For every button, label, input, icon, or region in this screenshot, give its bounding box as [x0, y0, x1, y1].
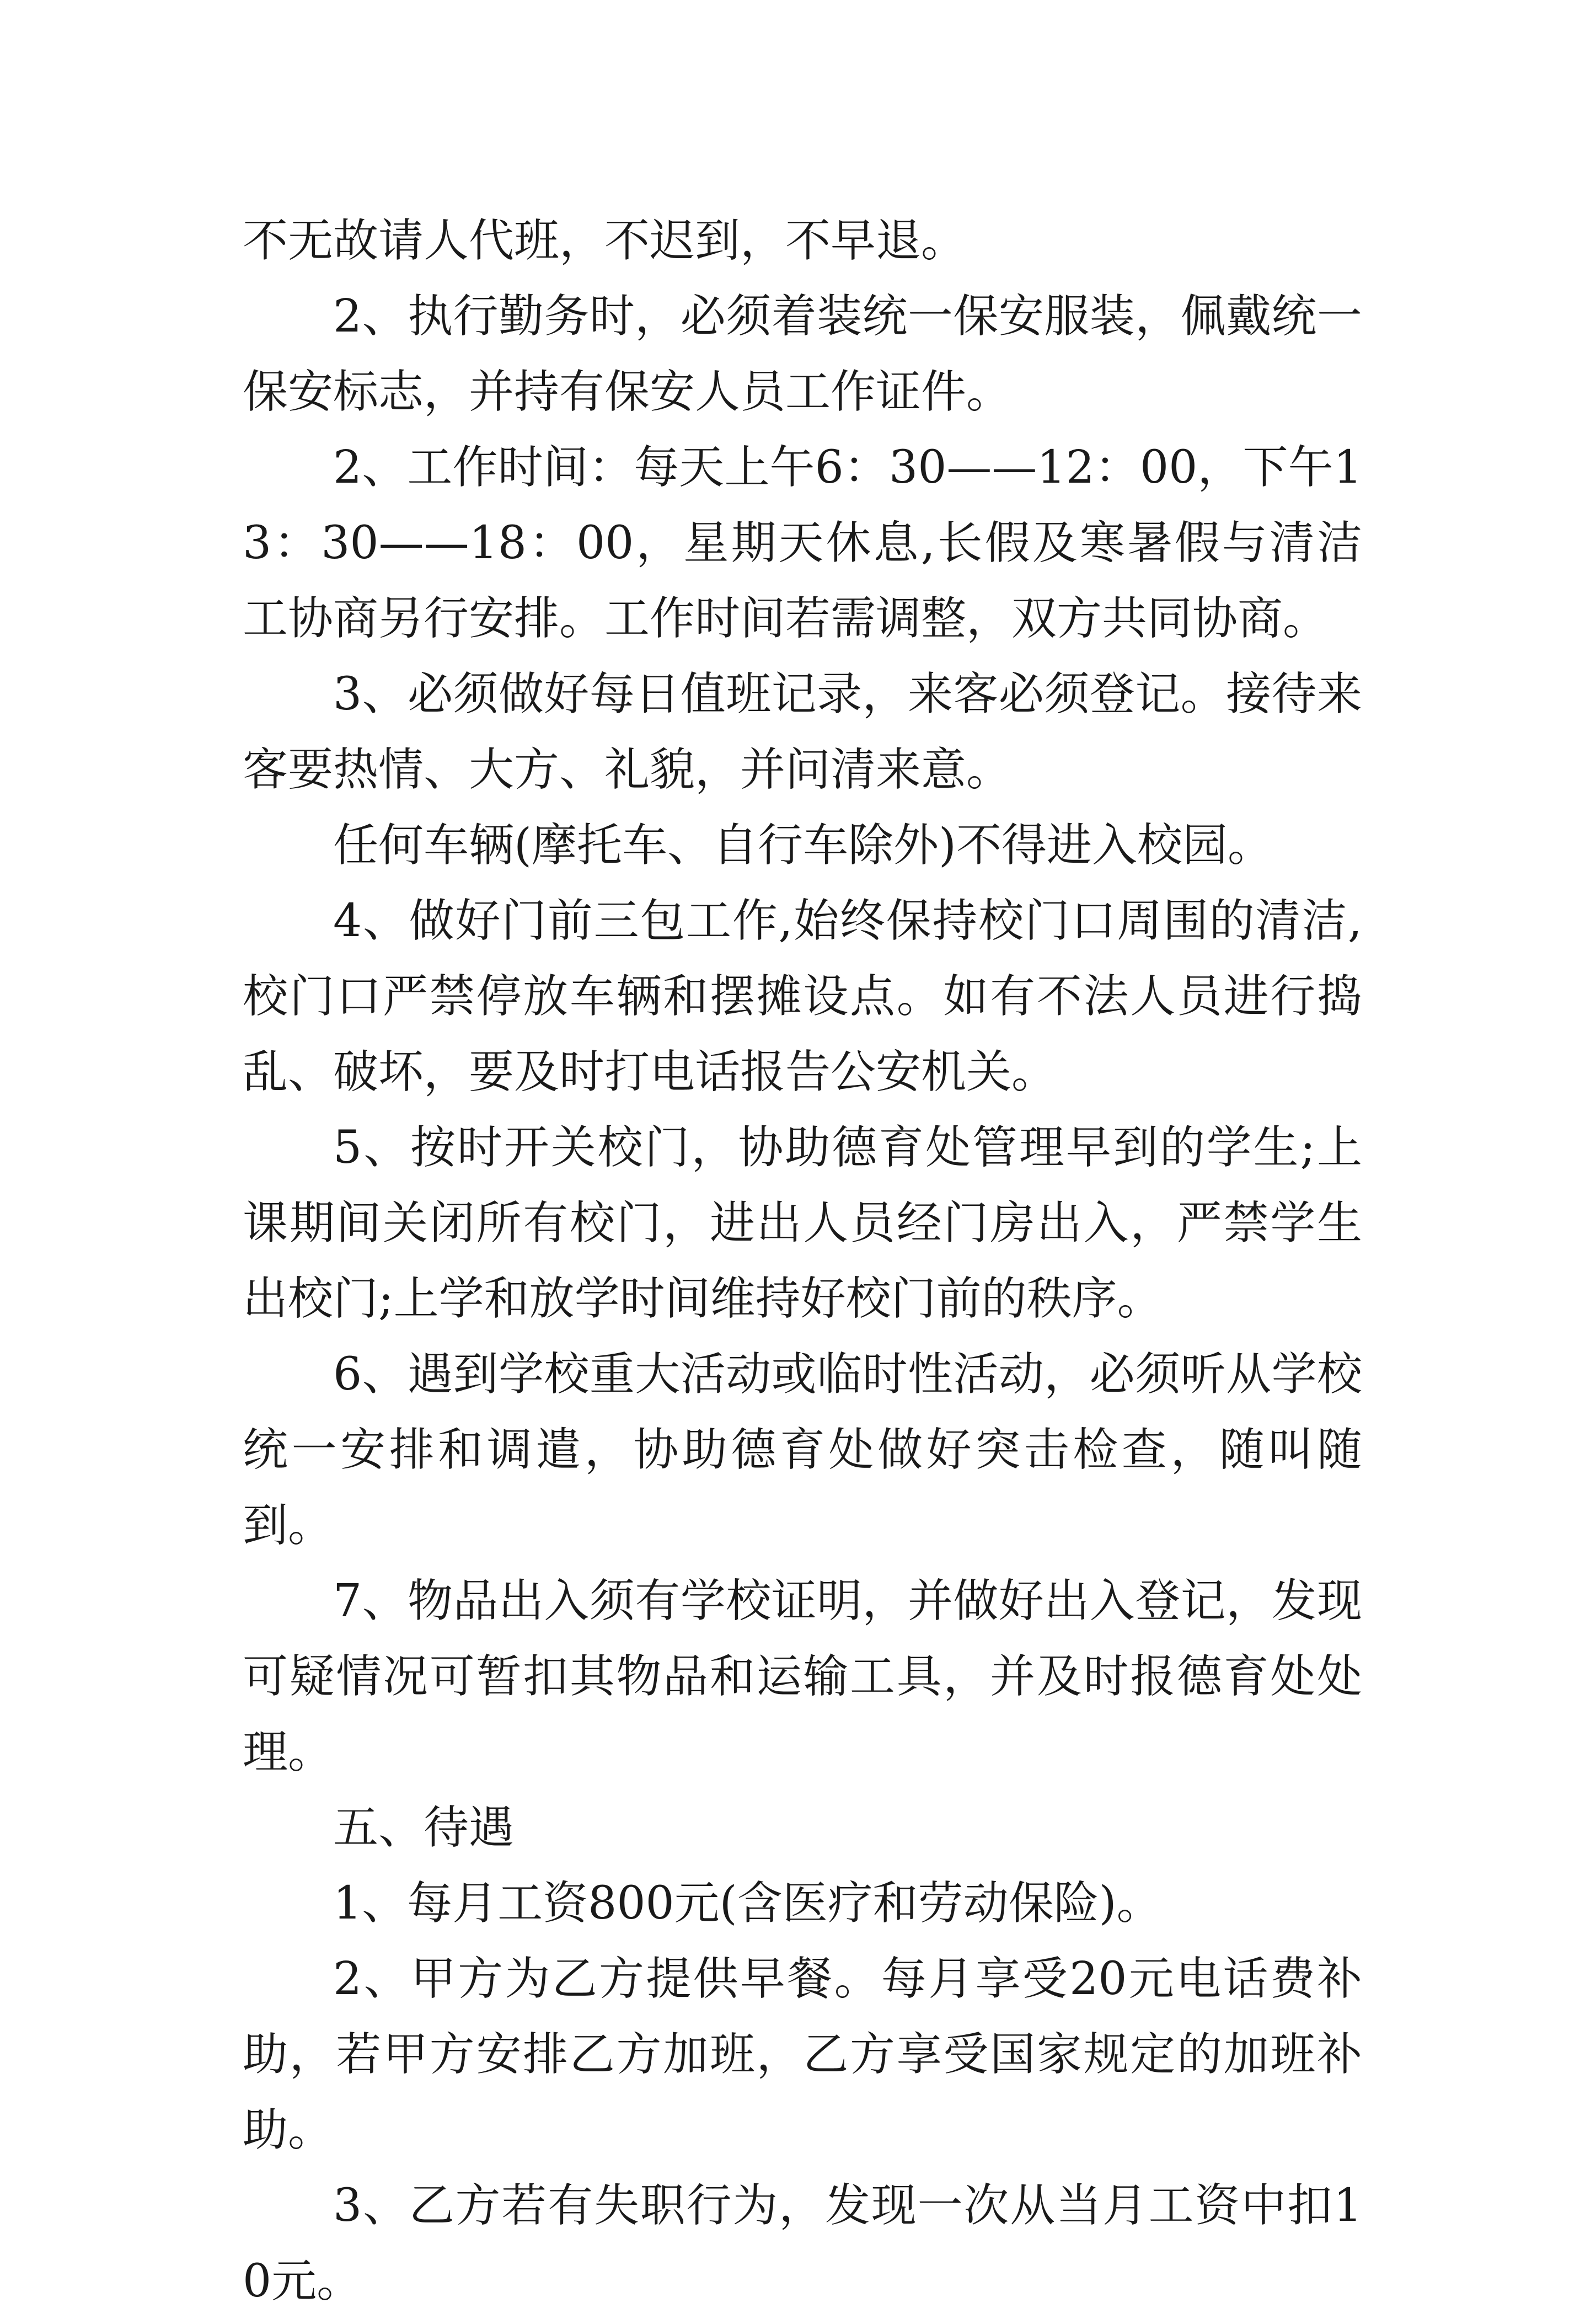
section-heading-treatment: 五、待遇 — [333, 1802, 515, 1854]
paragraph-1: 不无故请人代班，不迟到，不早退。 — [243, 215, 967, 267]
paragraph-11: 1、每月工资800元(含医疗和劳动保险)。 — [333, 1877, 1162, 1930]
paragraph-5: 任何车辆(摩托车、自行车除外)不得进入校园。 — [333, 819, 1273, 872]
paragraph-13: 3、乙方若有失职行为，发现一次从当月工资中扣10元。 — [243, 2179, 1362, 2307]
paragraph-7: 5、按时开关校门，协助德育处管理早到的学生;上课期间关闭所有校门，进出人员经门房出入，严禁学生出校门;上学和放学时间维持好校门前的秩序。 — [243, 1121, 1362, 1325]
paragraph-9: 7、物品出入须有学校证明，并做好出入登记，发现可疑情况可暂扣其物品和运输工具，并及时报德育处处理。 — [243, 1575, 1362, 1778]
document-body — [243, 203, 1362, 2319]
paragraph-3: 2、工作时间：每天上午6：30——12：00，下午13：30——18：00，星期天休息,长假及寒暑假与清洁工协商另行安排。工作时间若需调整，双方共同协商。 — [243, 441, 1362, 645]
paragraph-12: 2、甲方为乙方提供早餐。每月享受20元电话费补助，若甲方安排乙方加班，乙方享受国家规定的加班补助。 — [243, 1953, 1362, 2156]
paragraph-2: 2、执行勤务时，必须着装统一保安服装，佩戴统一保安标志，并持有保安人员工作证件。 — [243, 290, 1362, 418]
paragraph-6: 4、做好门前三包工作,始终保持校门口周围的清洁,校门口严禁停放车辆和摆摊设点。如有不法人员进行捣乱、破坏，要及时打电话报告公安机关。 — [243, 895, 1362, 1098]
paragraph-4: 3、必须做好每日值班记录，来客必须登记。接待来客要热情、大方、礼貌，并问清来意。 — [243, 668, 1362, 796]
paragraph-8: 6、遇到学校重大活动或临时性活动，必须听从学校统一安排和调遣，协助德育处做好突击检查，随叫随到。 — [243, 1348, 1362, 1552]
